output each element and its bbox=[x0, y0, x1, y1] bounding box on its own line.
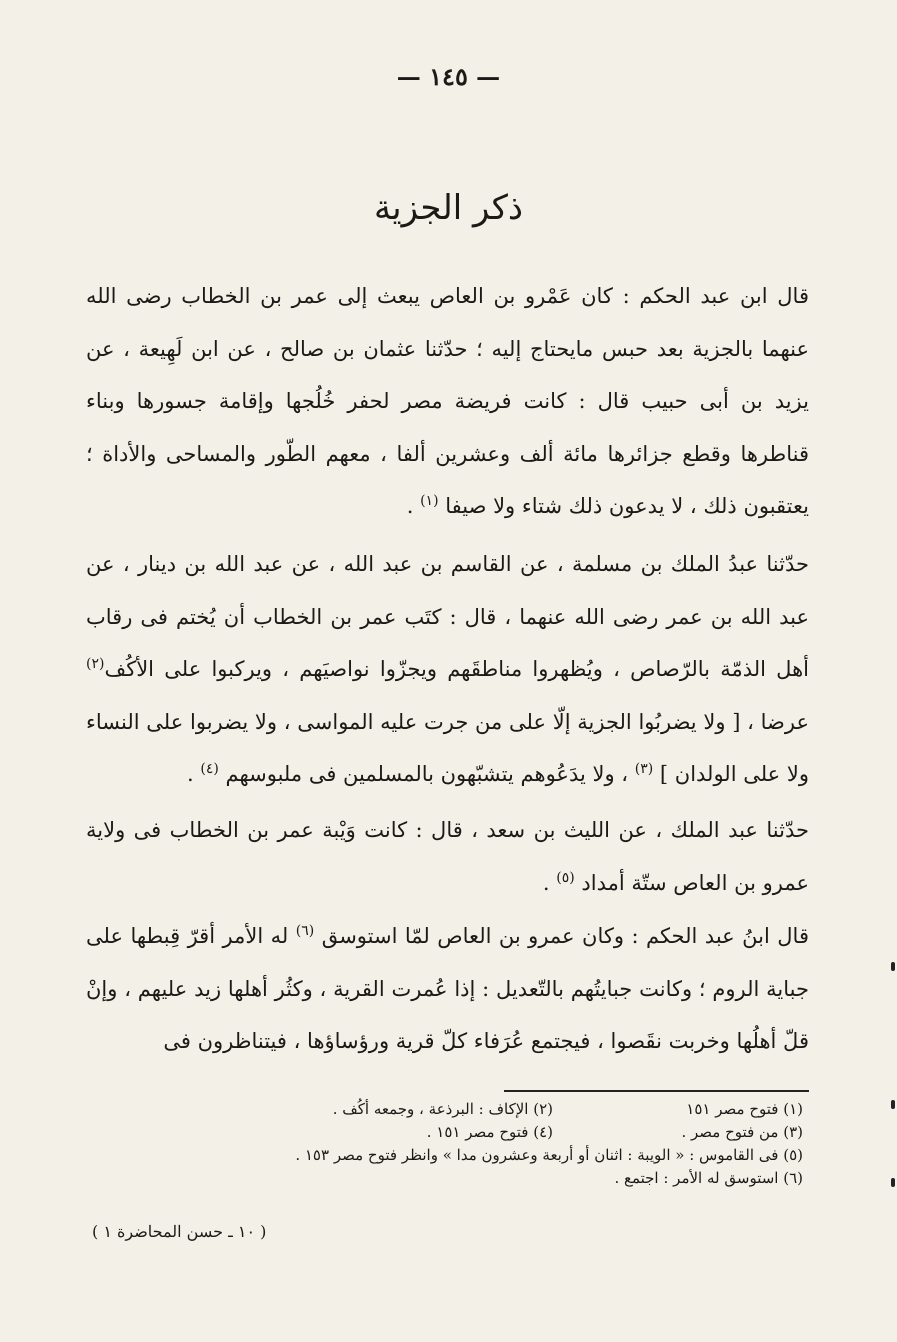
chapter-title: ذكر الجزية bbox=[373, 188, 524, 228]
paragraph-1: قال ابن عبد الحكم : كان عَمْرو بن العاص يبعث إلى عمر بن الخطاب رضى الله عنهما بالجزية بعد حبس مايحتاج إليه ؛ حدّثنا عثمان بن صالح ، عن ابن لَهِيعة ، عن يزيد بن أبى حبيب قال : كانت فريضة مصر لحفر خُلُجها وإقامة جسورها وبناء قناطرها وقطع جزائرها مائة ألف وعشرين ألفا ، معهم الطّور والمساحى والأداة ؛ يعتقبون ذلك ، لا يدعون ذلك شتاء ولا صيفا $^{(١)}$ . bbox=[86, 284, 809, 518]
paragraph-2-text-b: عرضا ، [ ولا يضربُوا الجزية إلّا على من جرت عليه المواسى ، ولا يضربوا على النساء ولا على الولدان ] bbox=[86, 709, 809, 786]
footnote-2: (٢) الإكاف : البرذعة ، وجمعه أكُف . bbox=[332, 1100, 553, 1118]
paragraph-3-text: حدّثنا عبد الملك ، عن الليث بن سعد ، قال : كانت وَيْبة عمر بن الخطاب فى ولاية عمرو بن العاص ستّة أمداد bbox=[86, 818, 809, 895]
paragraph-2-text-c: ، ولا يدَعُوهم يتشبّهون بالمسلمين فى ملبوسهم bbox=[225, 762, 629, 786]
paragraph-3: حدّثنا عبد الملك ، عن الليث بن سعد ، قال : كانت وَيْبة عمر بن الخطاب فى ولاية عمرو بن العاص ستّة أمداد $^{(٥)}$ . bbox=[86, 818, 809, 895]
paragraph-4 bbox=[86, 910, 809, 1068]
footnote-5: (٥) فى القاموس : « الويبة : اثنان أو أربعة وعشرون مدا » وانظر فتوح مصر ١٥٣ . bbox=[295, 1146, 803, 1164]
footnote-ref-5[interactable]: (٥) bbox=[556, 869, 575, 886]
footnote-1: (١) فتوح مصر ١٥١ bbox=[686, 1100, 803, 1118]
footnotes bbox=[103, 1098, 803, 1190]
paragraph-2: حدّثنا عبدُ الملك بن مسلمة ، عن القاسم بن عبد الله ، عن عبد الله بن دينار ، عن عبد الله بن عمر رضى الله عنهما ، قال : كتَب عمر بن الخطاب أن يُختم فى رقاب أهل الذمّة بالرّصاص ، ويُظهروا مناطقَهم ويجزّوا نواصيَهم ، ويركبوا على الأكُف$^{(٢)}$ عرضا ، [ ولا يضربُوا الجزية إلّا على من جرت عليه المواسى ، ولا يضربوا على النساء ولا على الولدان ] $^{(٣)}$ ، ولا يدَعُوهم يتشبّهون بالمسلمين فى ملبوسهم $^{(٤)}$ . bbox=[86, 552, 809, 786]
footnote-ref-1[interactable]: (١) bbox=[420, 493, 439, 509]
paragraph-4-text-a: قال ابنُ عبد الحكم : وكان عمرو بن العاص لمّا استوسق bbox=[321, 924, 809, 948]
printer-signature: ( ١٠ ـ حسن المحاضرة ١ ) bbox=[92, 1222, 267, 1241]
footnote-ref-3[interactable]: (٣) bbox=[634, 761, 654, 777]
footnote-3: (٣) من فتوح مصر . bbox=[681, 1123, 803, 1141]
footnote-4: (٤) فتوح مصر ١٥١ . bbox=[426, 1123, 553, 1141]
footnote-ref-2[interactable]: (٢) bbox=[86, 656, 105, 672]
binding-mark bbox=[891, 962, 895, 971]
footnote-divider bbox=[504, 1090, 809, 1092]
footnote-ref-4[interactable]: (٤) bbox=[200, 761, 219, 777]
binding-mark bbox=[891, 1100, 895, 1109]
page-number: — ١٤٥ — bbox=[396, 62, 501, 91]
paragraph-1-text: قال ابن عبد الحكم : كان عَمْرو بن العاص يبعث إلى عمر بن الخطاب رضى الله عنهما بالجزية بعد حبس مايحتاج إليه ؛ حدّثنا عثمان بن صالح ، عن ابن لَهِيعة ، عن يزيد بن أبى حبيب قال : كانت فريضة مصر لحفر خُلُجها وإقامة جسورها وبناء قناطرها وقطع جزائرها مائة ألف وعشرين ألفا ، معهم الطّور والمساحى والأداة ؛ يعتقبون ذلك ، لا يدعون ذلك شتاء ولا صيفا bbox=[86, 284, 809, 518]
footnote-ref-6[interactable]: (٦) bbox=[295, 923, 315, 939]
binding-mark bbox=[891, 1178, 895, 1187]
paragraph-2-text-a: حدّثنا عبدُ الملك بن مسلمة ، عن القاسم بن عبد الله ، عن عبد الله بن دينار ، عن عبد الله بن عمر رضى الله عنهما ، قال : كتَب عمر بن الخطاب أن يُختم فى رقاب أهل الذمّة بالرّصاص ، ويُظهروا مناطقَهم ويجزّوا نواصيَهم ، ويركبوا على الأكُف bbox=[86, 552, 809, 681]
footnote-6: (٦) استوسق له الأمر : اجتمع . bbox=[614, 1169, 803, 1187]
paragraph-4-text-b: له الأمر أقرّ قِبطها على جباية الروم ؛ وكانت جبايتُهم بالتّعديل : إذا عُمرت القرية ، وكثُر أهلها زيد عليهم ، وإنْ قلّ أهلُها وخربت نقَصوا ، فيجتمع عُرَفاء كلّ قرية ورؤساؤها ، فيتناظرون فى bbox=[86, 924, 809, 1053]
